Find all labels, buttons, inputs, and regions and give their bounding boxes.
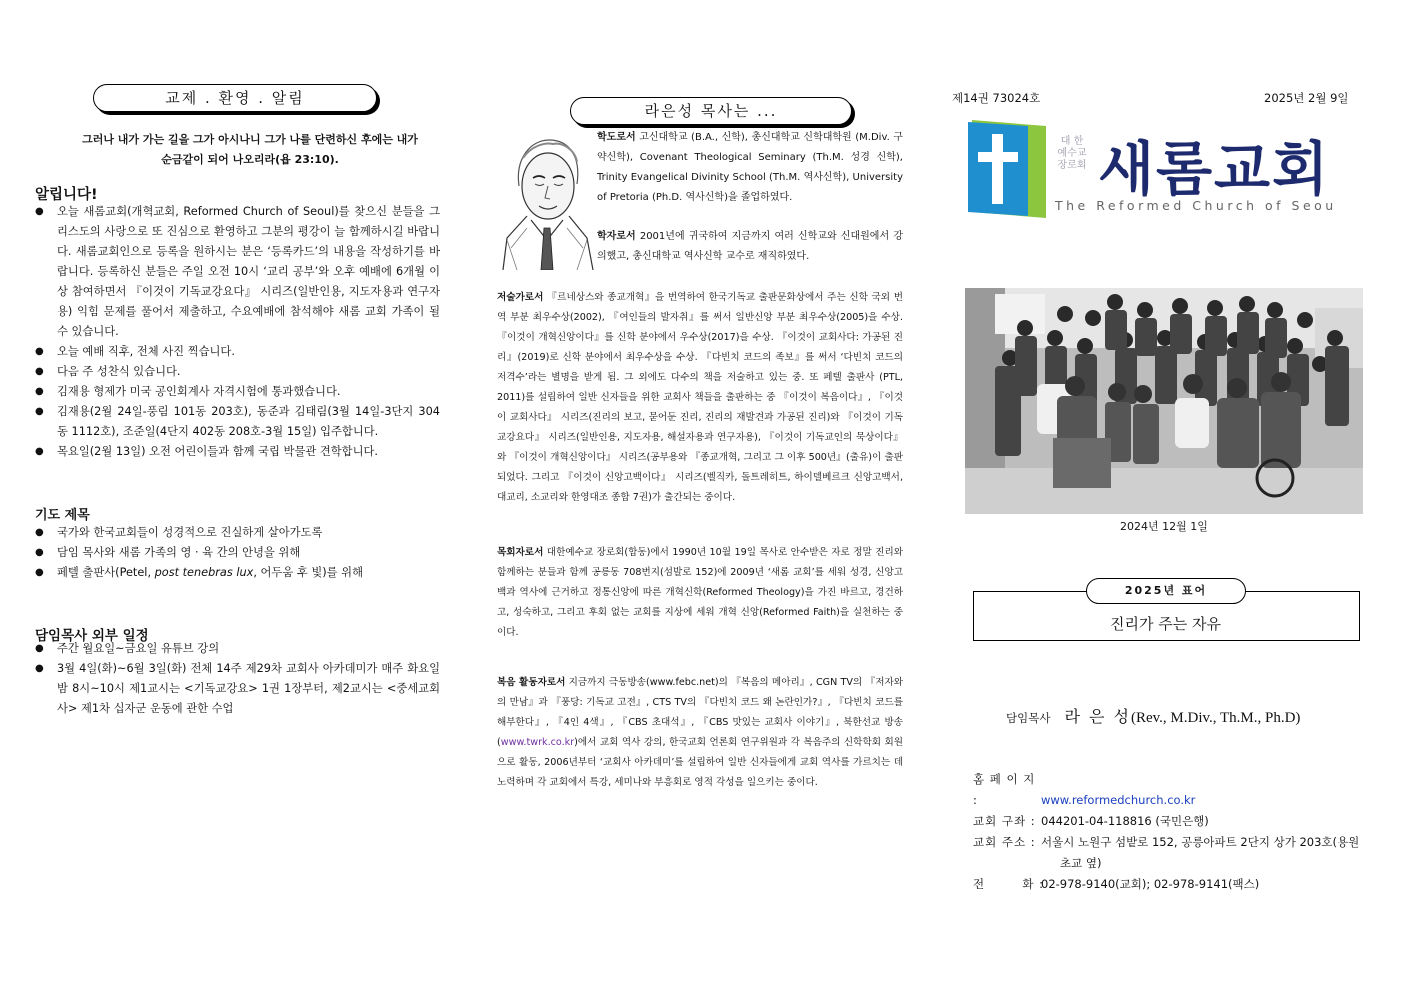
bio-gospel-label: 복음 활동자로서 [497,677,566,688]
denomination-line-2: 예수교 [1057,148,1087,159]
homepage-row [973,769,1373,811]
notice-item: ● 다음 주 성찬식 있습니다. [35,362,440,382]
volume-number: 제14권 73024호 [952,91,1041,105]
denomination-line-1: 대 한 [1060,136,1084,147]
address-line-2: 초교 옆) [1060,856,1102,870]
prayer-item [35,563,440,583]
phone-row [973,874,1373,895]
address-label: 교회 주소 : [973,835,1036,849]
bio-gospel [497,673,903,793]
bio-author [497,288,903,508]
section-header-pastor: 라은성 목사는 ... [570,97,852,125]
bio-education [597,128,903,208]
schedule-list [35,639,440,719]
notices-title: 알립니다! [35,187,98,203]
bio-scholar-label: 학자로서 [597,231,636,242]
prayer-item-3-post: , 어두움 후 빛)를 위해 [253,566,363,579]
prayer-item: ● 국가와 한국교회들이 성경적으로 진실하게 살아가도록 [35,523,440,543]
homepage-link[interactable]: www.reformedchurch.co.kr [1041,793,1196,807]
verse-line-1: 그러나 내가 가는 길을 그가 아시나니 그가 나를 단련하신 후에는 내가 [82,133,418,146]
phone-number: 02-978-9140(교회); 02-978-9141(팩스) [1041,877,1260,891]
prayer-item-3-pre: 페텔 출판사(Petel, [57,566,155,579]
church-cross-logo-icon [968,120,1046,218]
church-contact-info [973,769,1373,895]
motto-label: 2025년 표어 [1086,578,1246,604]
church-name: 새롬교회 [1098,135,1331,203]
pastor-portrait-sketch [497,128,597,270]
bio-pastor-text: 대한예수교 장로회(합동)에서 1990년 10월 19일 목사로 안수받은 자로 정말 진리와 함께하는 분들과 함께 공릉동 708번지(섬발로 152)에 2009년 ‘새롬 교회’를 세워 성경, 신앙고백과 역사에 근거하고 정통신앙에 따른 개혁신학(Reformed Theology)을 가진 바르고, 경건하고, 성숙하고, 그리고 후회 없는 교회를 지상에 세워 개혁 신앙(Reformed Faith)을 실천하는 중이다. [497,547,903,638]
prayer-title: 기도 제목 [35,508,90,523]
photo-caption: 2024년 12월 1일 [1120,520,1208,533]
pastor-name: 라 은 성 [1064,707,1131,726]
bio-gospel-text: 지금까지 극동방송(www.febc.net)의 『복음의 메아리』, CGN TV의 『저자와의 만남』과 『풍당: 기독교 고전』, CTS TV의 『다빈치 코드 왜 논란인가?』, 『다빈치 코드를 해부한다』, 『4인 4색』, 『CBS 초대석』, 『CBS 맛있는 교회사 이야기』, 북한선교 방송( [497,677,903,748]
phone-label: 전 화 : [973,877,1044,891]
notice-item: ● 오늘 새롬교회(개혁교회, Reformed Church of Seoul)를 찾으신 분들을 그리스도의 사랑으로 또 진심으로 환영하고 그분의 평강이 늘 함께하시길 바랍니다. 새롬교회인으로 등록을 원하시는 분은 ‘등록카드’의 내용을 작성하기를 바랍니다. 등록하신 분들은 주일 오전 10시 ‘교리 공부’와 오후 예배에 6개월 이상 참여하면서 『이것이 기독교강요다』 시리즈(일반인용, 지도자용과 연구자용) 익힘 문제를 풀어서 제출하고, 수요예배에 참석해야 새롬 교회 가족이 될 수 있습니다. [35,202,440,342]
bio-scholar-text: 2001년에 귀국하여 지금까지 여러 신학교와 신대원에서 강의했고, 총신대학교 역사신학 교수로 재직하였다. [597,231,903,262]
pastor-signature-line [1006,704,1300,727]
bio-gospel-text-end: )에서 교회 역사 강의, 한국교회 언론회 연구위원과 각 복음주의 신학학회 회원으로 활동, 2006년부터 ‘교회사 아카데미’를 설립하여 일반 신자들에게 교회 역사를 가르치는 데 노력하며 각 교회에서 특강, 세미나와 부흥회로 영적 각성을 일으키는 중이다. [497,737,903,788]
bio-education-label: 학도로서 [597,132,636,143]
section-header-fellowship: 교제 . 환영 . 알림 [93,84,377,112]
bio-education-text: 고신대학교 (B.A., 신학), 총신대학교 신학대학원 (M.Div. 구약신학), Covenant Theological Seminary (Th.M. 성경 신학), Trinity Evangelical Divinity School (Th.M. 역사신학), University of Pretoria (Ph.D. 역사신학)을 졸업하였다. [597,132,903,203]
bio-pastor-label: 목회자로서 [497,547,544,558]
denomination-label [1052,136,1092,172]
bio-gospel-link[interactable]: www.twrk.co.kr [500,737,575,748]
schedule-item: ● 3월 4일(화)~6월 3일(화) 전체 14주 제29차 교회사 아카데미가 매주 화요일 밤 8시~10시 제1교시는 <기독교강요> 1권 1장부터, 제2교시는 <중세교회사> 제1차 십자군 운동에 관한 수업 [35,659,440,719]
congregation-group-photo [965,288,1363,514]
notice-item: ● 김재용 형제가 미국 공인회계사 자격시험에 통과했습니다. [35,382,440,402]
bio-author-label: 저술가로서 [497,292,544,303]
notice-item: ● 목요일(2월 13일) 오전 어린이들과 함께 국립 박물관 견학합니다. [35,442,440,462]
denomination-line-3: 장로회 [1057,160,1087,171]
address-line-1: 서울시 노원구 섬밭로 152, 공릉아파트 2단지 상가 203호(용원 [1041,835,1360,849]
scripture-verse [30,130,470,170]
account-label: 교회 구좌 : [973,814,1036,828]
schedule-item: ● 주간 월요일~금요일 유튜브 강의 [35,639,440,659]
bulletin-date: 2025년 2월 9일 [1264,91,1349,105]
notices-list [35,202,440,462]
motto-text: 진리가 주는 자유 [1110,615,1221,633]
address-row [973,832,1373,853]
notice-item: ● 김재용(2월 24일-풍림 101동 203호), 동준과 김태림(3월 14일-3단지 304동 1112호), 조준일(4단지 402동 208호-3월 15일) 입주합니다. [35,402,440,442]
bio-scholar [597,227,903,267]
verse-line-2: 순금같이 되어 나오리라(욥 23:10). [161,153,339,166]
schedule-title: 담임목사 외부 일정 [35,628,149,644]
account-row [973,811,1373,832]
church-name-english: The Reformed Church of Seou [1055,198,1337,213]
notice-item: ● 오늘 예배 직후, 전체 사진 찍습니다. [35,342,440,362]
account-number: 044201-04-118816 (국민은행) [1041,814,1209,828]
pastor-degrees: (Rev., M.Div., Th.M., Ph.D) [1130,710,1301,726]
bio-pastor [497,543,903,643]
bio-author-text: 『르네상스와 종교개혁』을 번역하여 한국기독교 출판문화상에서 주는 신학 국외 번역 부분 최우수상(2002), 『여인들의 발자취』를 써서 일반신앙 부분 최우수상(2005)을 수상. 『이것이 개혁신앙이다』를 신학 분야에서 우수상(2017)을 수상. 『이것이 교회사다: 가공된 진리』(2019)로 신학 분야에서 최우수상을 수상. 『다빈치 코드의 족보』를 써서 ‘다빈치 코드의 저격수’라는 별명을 받게 됨. 그 외에도 다수의 책을 저술하고 있는 중. 또 페텔 출판사 (PTL, 2011)를 설립하여 일반 신자들을 위한 교회사 책들을 출판하는 중 『이것이 복음이다』, 『이것이 교회사다』 시리즈(진리의 보고, 묻어둔 진리, 진리의 재발견과 가공된 진리)와 『이것이 기독교강요다』 시리즈(일반인용, 지도자용, 해설자용과 연구자용), 『이것이 기독교인의 묵상이다』와 『이것이 개혁신앙이다』 시리즈(공부용와 『종교개혁, 그리고 그 이후 500년』(출유)이 출판되었다. 그리고 『이것이 신앙고백이다』 시리즈(벨직카, 돌트레히트, 하이델베르크 신앙고백서, 대교리, 소교리와 한영대조 종합 7권)가 출간되는 중이다. [497,292,903,503]
homepage-label: 홈 페 이 지 : [973,772,1036,807]
prayer-list [35,523,440,583]
prayer-item-3-latin: post tenebras lux [154,566,254,579]
pastor-role: 담임목사 [1006,711,1051,725]
prayer-item: ● 담임 목사와 새롬 가족의 영 · 육 간의 안녕을 위해 [35,543,440,563]
address-row-2 [973,853,1373,874]
